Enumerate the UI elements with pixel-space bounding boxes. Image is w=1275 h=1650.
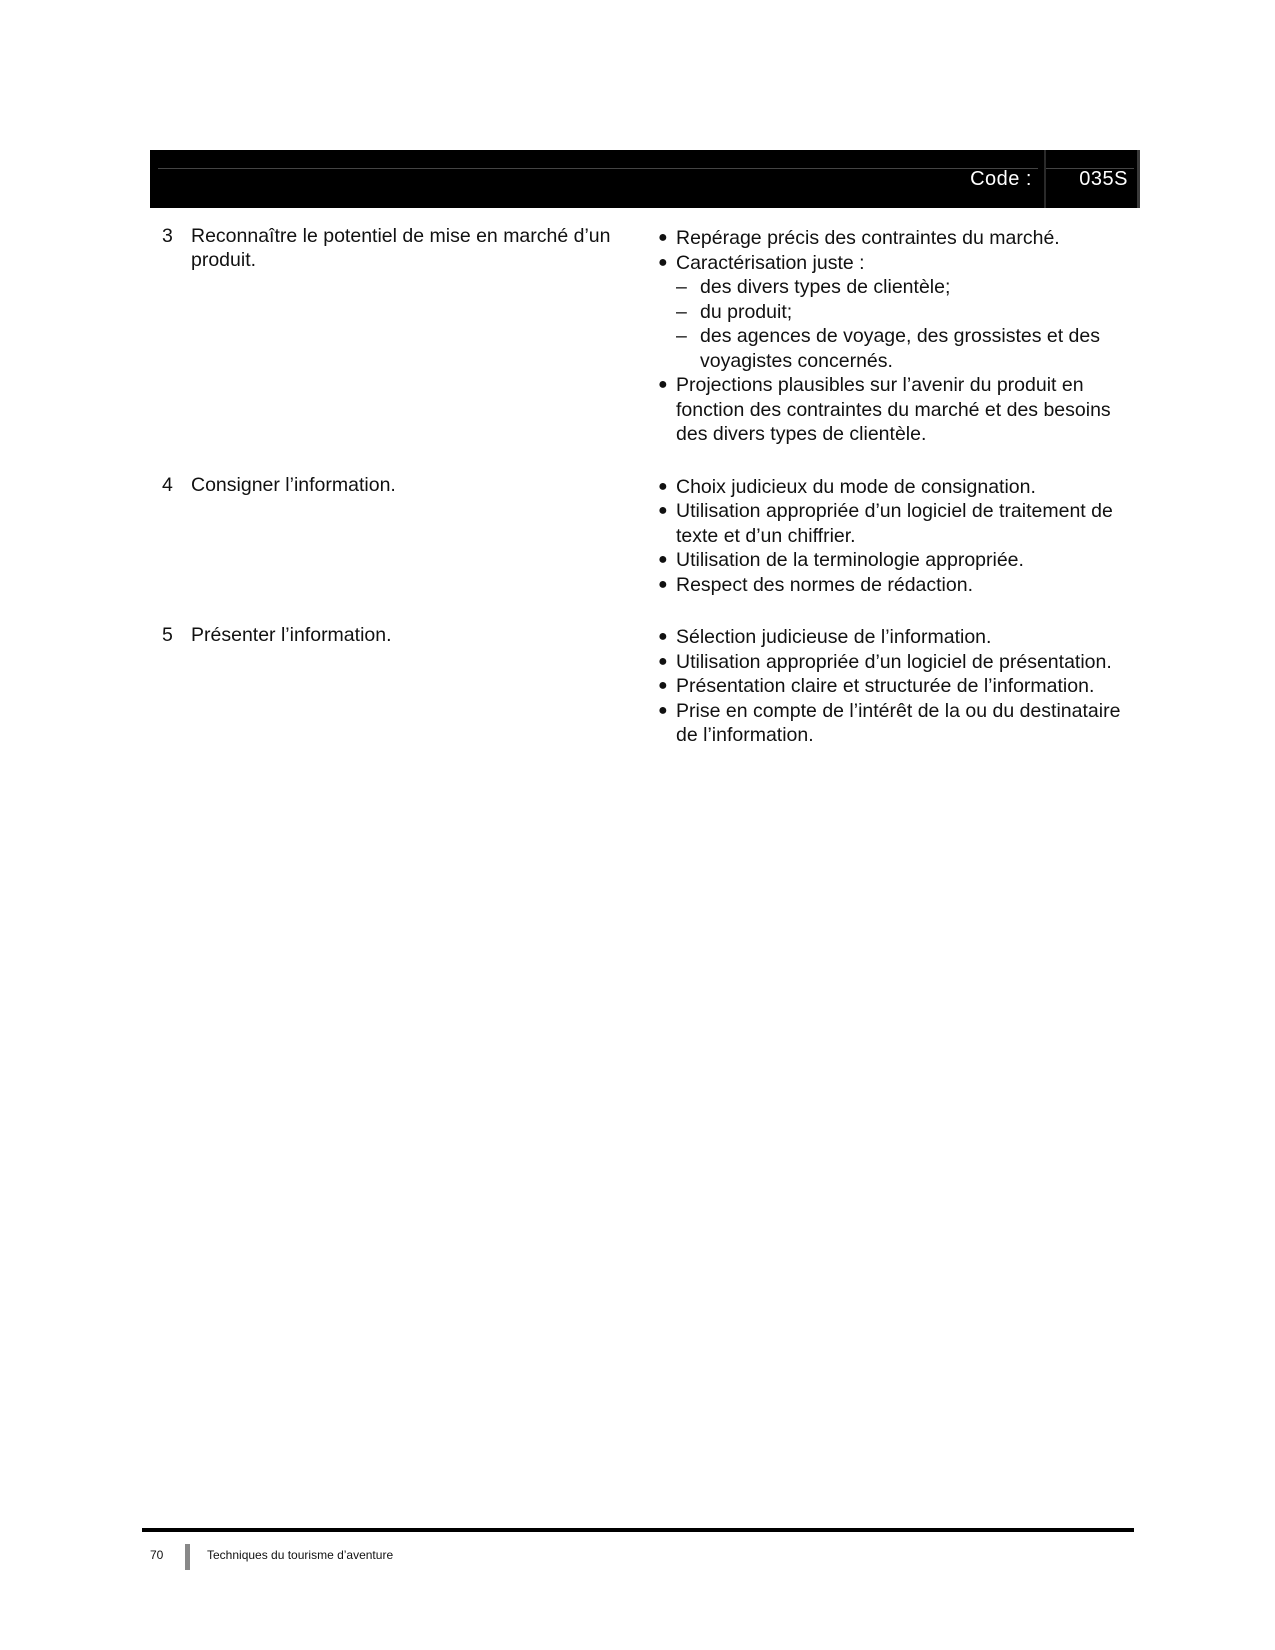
bullet-icon: ● bbox=[658, 652, 668, 670]
criterion-text: Repérage précis des contraintes du marché. bbox=[676, 227, 1060, 249]
bullet-icon: ● bbox=[658, 575, 668, 593]
criterion-text: Caractérisation juste : bbox=[676, 251, 865, 274]
sub-criterion-text: du produit; bbox=[700, 300, 793, 323]
footer-separator-bar bbox=[185, 1544, 190, 1570]
dash-icon: – bbox=[676, 325, 687, 347]
sub-criterion-text: des divers types de clientèle; bbox=[700, 276, 951, 298]
bullet-icon: ● bbox=[658, 502, 668, 519]
element-text: Consigner l’information. bbox=[191, 473, 396, 496]
criterion-item bbox=[652, 226, 1122, 251]
criterion-item bbox=[652, 699, 1122, 748]
criterion-text: Respect des normes de rédaction. bbox=[676, 573, 973, 596]
bullet-icon: ● bbox=[658, 229, 668, 246]
criterion-item bbox=[652, 650, 1122, 675]
bullet-icon: ● bbox=[658, 701, 668, 719]
header-rule-line bbox=[158, 168, 1038, 169]
element-text: Présenter l’information. bbox=[191, 624, 392, 646]
element-description bbox=[162, 473, 652, 598]
page-number: 70 bbox=[150, 1548, 164, 1562]
code-label: Code : bbox=[970, 168, 1032, 190]
bullet-icon: ● bbox=[658, 551, 668, 568]
footer-rule bbox=[142, 1528, 1134, 1532]
criteria-list bbox=[652, 224, 1122, 447]
criterion-item bbox=[652, 548, 1122, 573]
sub-criterion-text: des agences de voyage, des grossistes et des voyagistes concernés. bbox=[700, 325, 1100, 372]
header-right-edge bbox=[1137, 150, 1140, 208]
criterion-item bbox=[652, 625, 1122, 650]
criterion-text: Choix judicieux du mode de consignation. bbox=[676, 475, 1036, 498]
code-header-bar bbox=[150, 150, 1140, 208]
bullet-icon: ● bbox=[658, 628, 668, 645]
criterion-item bbox=[652, 251, 1122, 276]
criterion-text: Utilisation appropriée d’un logiciel de présentation. bbox=[676, 650, 1112, 673]
header-divider bbox=[1044, 150, 1046, 208]
element-number: 5 bbox=[162, 624, 173, 646]
element-number: 3 bbox=[162, 225, 173, 247]
element-number: 4 bbox=[162, 473, 173, 496]
bullet-icon: ● bbox=[658, 253, 668, 271]
dash-icon: – bbox=[676, 300, 687, 323]
element-description bbox=[162, 224, 652, 447]
criteria-list bbox=[652, 623, 1122, 748]
criterion-text: Prise en compte de l’intérêt de la ou du destinataire de l’information. bbox=[676, 699, 1121, 746]
element-row bbox=[162, 623, 1122, 748]
element-text: Reconnaître le potentiel de mise en marché d’un produit. bbox=[191, 225, 611, 271]
criterion-item bbox=[652, 373, 1122, 447]
criterion-text: Présentation claire et structurée de l’information. bbox=[676, 675, 1095, 697]
criterion-text: Projections plausibles sur l’avenir du produit en fonction des contraintes du marché et des besoins des divers types de clientèle. bbox=[676, 374, 1111, 445]
criterion-item bbox=[652, 499, 1122, 548]
criterion-text: Utilisation de la terminologie appropriée. bbox=[676, 549, 1024, 571]
bullet-icon: ● bbox=[658, 677, 668, 694]
bullet-icon: ● bbox=[658, 376, 668, 393]
element-row bbox=[162, 473, 1122, 598]
criteria-list bbox=[652, 473, 1122, 598]
sub-criterion-item bbox=[652, 275, 1122, 300]
criterion-item bbox=[652, 674, 1122, 699]
bullet-icon: ● bbox=[658, 477, 668, 495]
criterion-text: Utilisation appropriée d’un logiciel de traitement de texte et d’un chiffrier. bbox=[676, 500, 1113, 547]
criterion-text: Sélection judicieuse de l’information. bbox=[676, 626, 992, 648]
footer-document-title: Techniques du tourisme d’aventure bbox=[207, 1548, 394, 1562]
code-value: 035S bbox=[1079, 168, 1128, 190]
criterion-item bbox=[652, 573, 1122, 598]
competency-elements bbox=[162, 224, 1122, 774]
sub-criterion-item bbox=[652, 300, 1122, 325]
dash-icon: – bbox=[676, 276, 687, 298]
criterion-item bbox=[652, 475, 1122, 500]
element-row bbox=[162, 224, 1122, 447]
element-description bbox=[162, 623, 652, 748]
sub-criterion-item bbox=[652, 324, 1122, 373]
